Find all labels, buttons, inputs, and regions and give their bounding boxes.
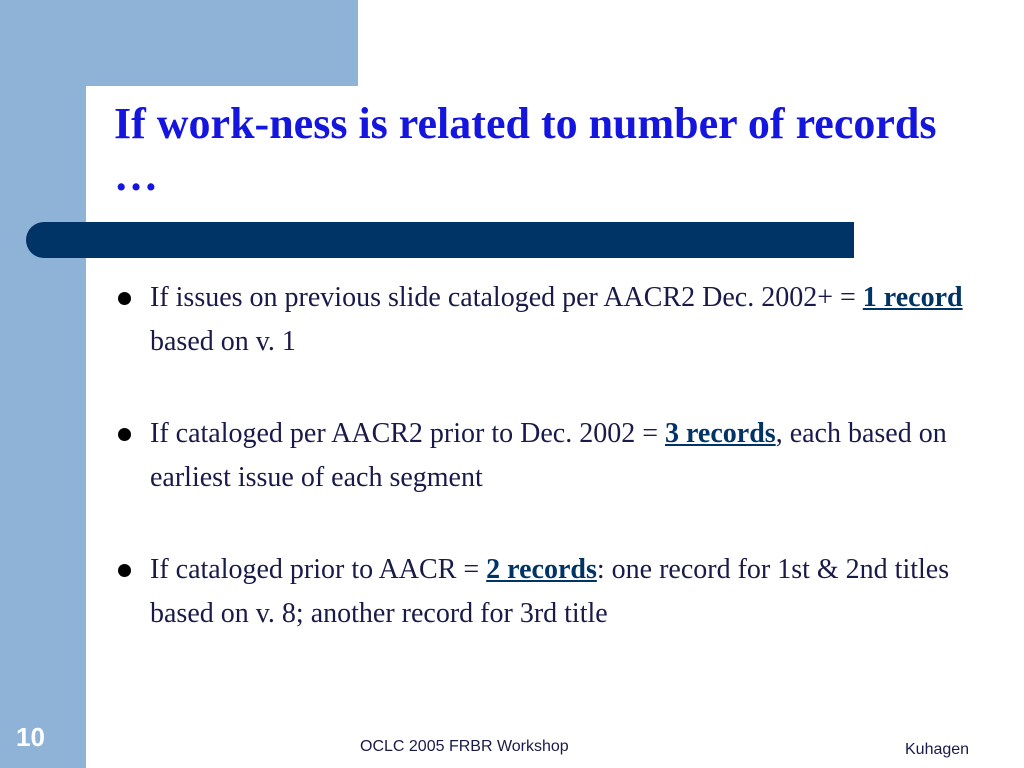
bullet-dot-icon — [118, 428, 131, 441]
bullet-text-pre: If issues on previous slide cataloged per AACR2 Dec. 2002+ = — [150, 282, 863, 313]
bullet-text-pre: If cataloged prior to AACR = — [150, 554, 487, 585]
title-divider-bar — [26, 222, 854, 258]
bullet-item — [112, 276, 1012, 364]
bullet-dot-icon — [118, 564, 131, 577]
bullet-item — [112, 412, 1012, 500]
bullet-dot-icon — [118, 292, 131, 305]
bullet-text-pre: If cataloged per AACR2 prior to Dec. 2002 = — [150, 418, 665, 449]
bullet-text-post: based on v. 1 — [150, 326, 296, 357]
slide-title: If work-ness is related to number of records … — [114, 99, 937, 200]
bullet-list — [112, 276, 1012, 684]
top-accent-band — [0, 0, 358, 86]
page-number: 10 — [16, 722, 45, 752]
bullet-emphasis: 1 record — [862, 282, 963, 313]
footer-event-name: OCLC 2005 FRBR Workshop — [360, 738, 569, 755]
bullet-emphasis: 2 records — [486, 554, 597, 585]
left-accent-band — [0, 0, 86, 768]
bullet-text-post: , each based on earliest issue of each segment — [150, 418, 947, 493]
bullet-text-post: : one record for 1st & 2nd titles based on v. 8; another record for 3rd title — [150, 554, 950, 629]
bullet-item — [112, 548, 1012, 636]
bullet-emphasis: 3 records — [665, 418, 776, 449]
footer-author: Kuhagen — [905, 741, 970, 758]
